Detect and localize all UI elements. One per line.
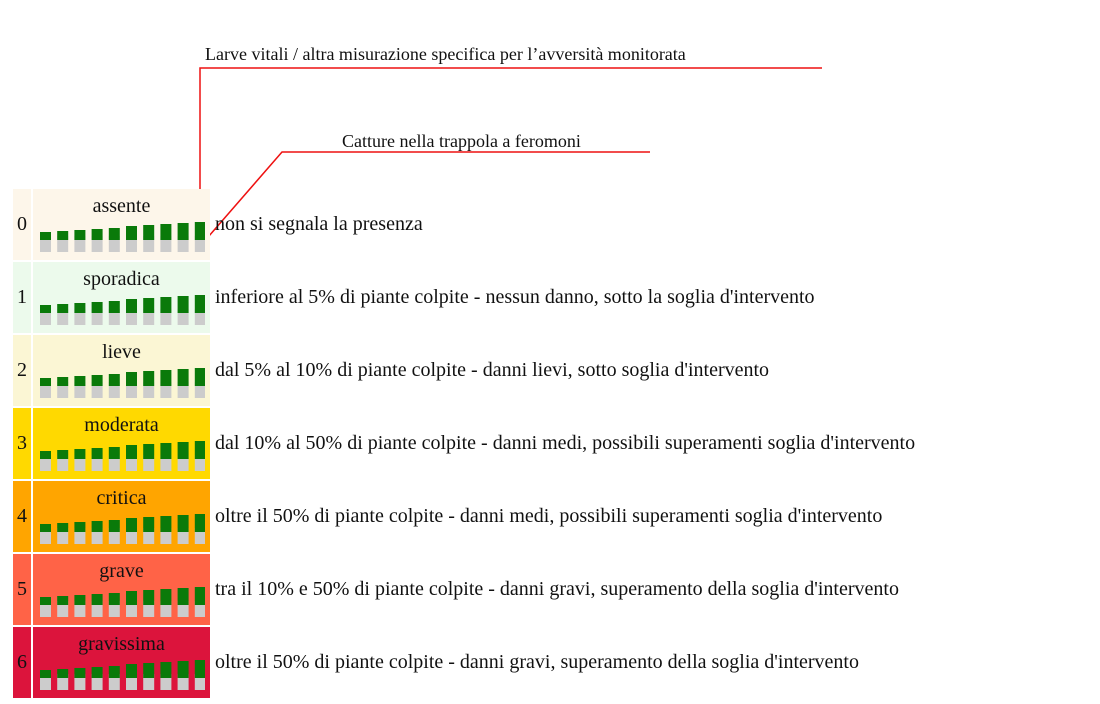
bar-trend-icon (40, 295, 205, 325)
bar-green (92, 229, 103, 240)
bar-green (92, 302, 103, 313)
bar-green (178, 661, 189, 678)
bar-green (57, 231, 68, 240)
bar-green (195, 368, 205, 386)
severity-row-5 (13, 554, 1100, 625)
bar-green (109, 374, 120, 386)
severity-legend (13, 189, 1100, 700)
severity-name: assente (92, 195, 151, 217)
bar-green (195, 587, 205, 605)
bar-green (195, 441, 205, 459)
bar-green (74, 668, 85, 678)
bar-green (178, 442, 189, 459)
bar-green (160, 589, 171, 605)
bar-green (57, 669, 68, 678)
severity-number: 4 (13, 481, 31, 552)
bar-green (40, 524, 51, 532)
severity-number: 1 (13, 262, 31, 333)
bar-green (92, 375, 103, 386)
bar-green (126, 518, 137, 532)
callout-trappola-label: Catture nella trappola a feromoni (342, 131, 581, 151)
severity-name: critica (96, 487, 147, 509)
bar-green (92, 448, 103, 459)
bar-green (126, 664, 137, 678)
bar-green (74, 376, 85, 386)
bar-green (109, 666, 120, 678)
bar-green (143, 517, 154, 532)
bar-green (160, 297, 171, 313)
bar-green (143, 371, 154, 386)
bar-green (57, 596, 68, 605)
bar-green (160, 370, 171, 386)
bar-trend-icon (40, 222, 205, 252)
bar-green (40, 670, 51, 678)
bar-green (143, 590, 154, 605)
bar-green (126, 299, 137, 313)
bar-green (109, 593, 120, 605)
bar-green (109, 520, 120, 532)
bar-green (178, 296, 189, 313)
bar-green (92, 667, 103, 678)
severity-number: 5 (13, 554, 31, 625)
severity-description: dal 5% al 10% di piante colpite - danni lievi, sotto soglia d'intervento (215, 359, 770, 381)
bar-green (143, 225, 154, 240)
bar-green (143, 298, 154, 313)
severity-row-1 (13, 262, 1100, 333)
severity-description: inferiore al 5% di piante colpite - nessun danno, sotto la soglia d'intervento (215, 286, 815, 308)
severity-row-6 (13, 627, 1100, 698)
severity-swatch (33, 335, 210, 406)
severity-name: moderata (84, 414, 159, 436)
bar-green (74, 522, 85, 532)
severity-swatch (33, 189, 210, 260)
bar-green (109, 228, 120, 240)
severity-name: gravissima (78, 633, 165, 655)
bar-green (109, 301, 120, 313)
severity-description: oltre il 50% di piante colpite - danni medi, possibili superamenti soglia d'intervento (215, 505, 883, 527)
bar-green (195, 514, 205, 532)
severity-swatch (33, 554, 210, 625)
severity-swatch (33, 481, 210, 552)
severity-row-0 (13, 189, 1100, 260)
bar-trend-icon (40, 660, 205, 690)
bar-green (160, 443, 171, 459)
bar-green (74, 595, 85, 605)
callout-larve-label: Larve vitali / altra misurazione specifica per l’avversità monitorata (205, 44, 686, 64)
bar-green (126, 226, 137, 240)
severity-row-4 (13, 481, 1100, 552)
severity-name: sporadica (83, 268, 160, 290)
bar-green (74, 449, 85, 459)
bar-green (143, 663, 154, 678)
severity-row-2 (13, 335, 1100, 406)
severity-name: lieve (102, 341, 141, 363)
severity-swatch (33, 627, 210, 698)
bar-trend-icon (40, 514, 205, 544)
severity-number: 6 (13, 627, 31, 698)
bar-trend-icon (40, 587, 205, 617)
severity-number: 0 (13, 189, 31, 260)
bar-green (126, 591, 137, 605)
bar-green (160, 224, 171, 240)
bar-green (57, 450, 68, 459)
severity-swatch (33, 262, 210, 333)
bar-green (195, 222, 205, 240)
bar-green (126, 372, 137, 386)
bar-green (57, 304, 68, 313)
bar-green (74, 303, 85, 313)
bar-green (178, 369, 189, 386)
bar-green (195, 660, 205, 678)
bar-green (160, 516, 171, 532)
bar-green (74, 230, 85, 240)
bar-green (40, 378, 51, 386)
bar-trend-icon (40, 441, 205, 471)
severity-description: tra il 10% e 50% di piante colpite - danni gravi, superamento della soglia d'intervento (215, 578, 899, 600)
bar-green (178, 588, 189, 605)
bar-green (57, 523, 68, 532)
severity-name: grave (99, 560, 144, 582)
bar-trend-icon (40, 368, 205, 398)
severity-description: non si segnala la presenza (215, 213, 423, 235)
bar-green (178, 515, 189, 532)
bar-green (40, 597, 51, 605)
severity-swatch (33, 408, 210, 479)
bar-green (92, 594, 103, 605)
bar-green (178, 223, 189, 240)
bar-green (160, 662, 171, 678)
severity-number: 3 (13, 408, 31, 479)
severity-description: dal 10% al 50% di piante colpite - danni medi, possibili superamenti soglia d'intervento (215, 432, 916, 454)
bar-green (40, 451, 51, 459)
bar-green (109, 447, 120, 459)
bar-green (126, 445, 137, 459)
bar-green (40, 305, 51, 313)
severity-description: oltre il 50% di piante colpite - danni gravi, superamento della soglia d'intervento (215, 651, 859, 673)
severity-row-3 (13, 408, 1100, 479)
bar-green (195, 295, 205, 313)
bar-green (92, 521, 103, 532)
bar-green (40, 232, 51, 240)
bar-green (143, 444, 154, 459)
severity-number: 2 (13, 335, 31, 406)
bar-green (57, 377, 68, 386)
